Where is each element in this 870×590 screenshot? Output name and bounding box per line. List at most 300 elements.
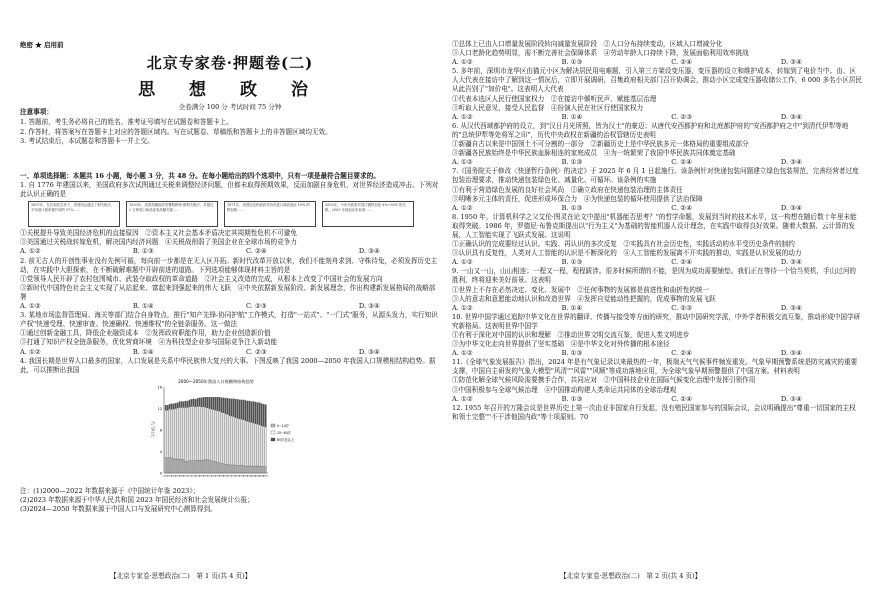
choice: A. ①② [452,203,473,212]
option: ③认识具有反复性，人类对人工智能的认识是不断深化的 [452,249,617,258]
answer-choices [452,113,862,122]
bar-segment [199,460,200,473]
choice: D. ③④ [780,58,802,67]
bar-segment [241,419,242,465]
bar-segment [255,402,256,424]
legend-label: 0~14岁 [277,423,289,428]
choice: A. ①② [20,347,41,356]
bar-segment [199,398,200,407]
choice: C. ②④ [671,349,693,358]
y-tick-label: 4 [159,449,162,454]
option: ④为一统繁荣了我国中华民族共同体奠定基础 [603,149,736,158]
bar-segment [171,458,172,473]
option: ②推动世界文明交流互鉴，促进人类文明进步 [557,331,690,339]
bar-segment [195,399,196,407]
question-stem: 6. 从汉代西域都护府的设立，到"汉日月光所照，皆为汉土"的豪迈；从唐代安西都护府和北庭都护府的"安西都护府之中"到清代伊犁等地的"总统伊犁等处将军之印"，历代中央政权在新疆的治权管辖历史表明 [452,121,849,139]
source-note: (3)2024—2050 年数据来源于中国人口与发展研究中心测算得到。 [20,504,217,513]
bar-segment [171,403,172,408]
exam-info: 全卷满分 100 分 考试时间 75 分钟 [178,103,282,111]
choice: C. ②④ [671,394,693,403]
x-tick-label: 2050 [263,475,269,478]
x-tick-label: 2042 [247,475,253,478]
subject-title: 思 想 政 治 [138,80,322,100]
bar-segment [207,459,208,472]
choice: B. ①④ [132,302,154,311]
x-tick-label: 2036 [235,475,241,478]
bar-segment [191,406,192,460]
bar-segment [213,461,214,473]
material-box: 1897年，在共和党支持下，美国国会通过丁利关税法，平均进口税率提升到约 57%…… [28,201,120,227]
bar-segment [245,421,246,466]
bar-segment [183,407,184,459]
bar-segment [257,466,258,473]
bar-segment [243,400,244,420]
bar-segment [227,464,228,473]
x-tick-label: 2048 [259,475,265,478]
bar-segment [225,414,226,465]
option: ④劳动年龄人口持续下降，发展面临利用效率挑战 [603,49,749,58]
choice: B. ①③ [132,247,154,256]
bar-segment [259,466,260,473]
bar-segment [263,426,264,466]
x-tick-label: 2030 [223,475,229,478]
choice: B. ①④ [132,347,154,356]
source-note: (2)2023 年数据来源于中华人民共和国 2023 年国民经济和社会发展统计公报； [20,495,254,504]
choice: A. ①② [452,303,473,312]
choice: C. ②③ [245,302,267,311]
option: ①关税提升导致美国经济危机的直接原因 [20,229,139,238]
option: ③人口老龄化趋势明显，需不断完善社会保障体系 [452,49,598,58]
answer-choices [452,204,862,213]
bar-segment [173,403,174,408]
question-stem: 7.《国务院关于修改〈快递暂行条例〉的决定》于 2025 年 6 月 1 日起施行。该条例针对快递包装问题建立绿色包装规范，完善经营者过度包装治理要求，推动快递包装绿色化、减量化、可循环。该条例的实施 [452,167,859,185]
note-item: 2. 作答时，将答案写在答题卡上对应的答题区域内。写在试题卷、草稿纸和答题卡上的非答题区域均无效。 [20,127,332,136]
bar-segment [255,423,256,465]
bar-segment [253,423,254,466]
option: ②发挥政府职能作用，助力企业创造新价值 [145,329,271,338]
bar-segment [189,407,190,461]
question-stem: 12. 1955 年召开的万隆会议是世界历史上第一次由亚非国家自行发起，没有殖民国家参与的国际会议，会议明确提出"尊重一切国家的主权和领土完整""不干涉他国内政"等十项原则。70 [452,403,856,421]
choice: D. ③④ [358,347,380,356]
bar-segment [225,398,226,414]
bar-segment [239,418,240,465]
bar-segment [263,466,264,472]
option: ②资本主义社会基本矛盾决定其周期性危机不可避免 [145,229,297,238]
choice: A. ①② [452,258,473,267]
bar-segment [191,460,192,472]
legend-swatch [271,438,275,441]
bar-segment [171,409,172,458]
bar-segment [221,463,222,473]
choice: B. ①④ [561,112,583,121]
option: ③人的意志和意愿能动地认识和改造世界 [452,294,571,303]
choice: A. ①② [20,302,41,311]
legend-label: 15~64岁 [277,430,291,435]
answer-choices [20,247,440,256]
bar-segment [265,427,266,467]
bar-segment [187,407,188,461]
bar-segment [211,460,212,472]
bar-segment [233,399,234,417]
exam-title: 北京专家卷·押题卷(二) [146,54,314,72]
option: ②在接访中倾听民声、赋能基层治理 [550,94,657,103]
bar-segment [173,409,174,458]
y-axis-label: 人口(亿人) [151,421,155,439]
choice: D. ③④ [358,247,380,256]
x-tick-label: 2010 [183,475,189,478]
bar-segment [243,465,244,473]
q1-material-strip [28,201,440,227]
bar-segment [231,399,232,416]
bar-segment [167,410,168,458]
option: ①有利于营造绿色发展的良好社会风尚 [452,185,565,194]
y-tick-label: 16 [157,385,162,390]
bar-segment [229,415,230,464]
bar-segment [249,401,250,422]
option: ③打通了知识产权全链条服务，优化营商环境 [20,338,152,347]
bar-segment [165,457,166,473]
answer-choices [452,258,862,267]
choice: C. ②④ [671,58,693,67]
choice: A. ①② [20,247,41,256]
bar-segment [205,459,206,472]
question-stem: 11.《全球气象发展报告》指出，2024 年是有气象记录以来最热的一年，极端天气气候事件频发重发。气象早期预警系统是防灾减灾的重要支撑，中国自主研发的气象大模型"风清""风雷""风顺"等成功落地应用，为全球气象早期预警提供了中国方案。材料表明 [452,358,858,376]
material-box: 1971年，美国尼克松政府对所有进口商品加征 10% 的附加税…… [224,201,316,227]
choice: B. ①③ [561,58,583,67]
bar-segment [251,401,252,422]
bar-segment [259,402,260,424]
bar-segment [175,408,176,459]
y-tick-label: 0 [159,471,162,476]
bar-segment [175,459,176,473]
option: ②社会主义改造的完成，从根本上改变了中国社会的发展方向 [204,274,383,283]
bar-segment [193,460,194,472]
bar-segment [235,465,236,473]
bar-segment [167,458,168,473]
bar-segment [165,410,166,457]
x-tick-label: 2006 [175,475,181,478]
bar-segment [247,421,248,466]
option: ①防范化解全球气候风险需要携手合作，共同应对 [452,376,598,385]
question-stem: 3. 某地市场监督管理局、海关等部门结合自身特点，推行"知产先锋-协同护航"工作模式，打造"一站式"、"一门式"服务，从源头发力，实行知识产权"快速受理、快速审查、快速确权、快速维权"的全链条服务。这一做法 [20,311,438,329]
bar-segment [219,411,220,463]
bar-segment [193,406,194,460]
option: ④发挥自觉能动性把握的，促成事物的发展飞跃 [577,294,716,303]
bar-segment [261,466,262,472]
bar-segment [227,398,228,414]
x-tick-label: 2012 [187,475,193,478]
option: ③美国通过关税战转嫁危机，解决国内经济问题 [20,238,159,247]
x-tick-label: 2022 [207,475,213,478]
answer-choices [452,158,862,167]
bar-segment [249,466,250,473]
answer-choices [452,395,862,404]
legend-label: 65岁及以上 [277,437,294,442]
x-tick-label: 2040 [243,475,249,478]
option: ④是中华文化对外传播的根本途径 [570,340,670,349]
bar-segment [253,401,254,423]
question-stem: 4. 我国长期是世界人口最多的国家，人口发展是关系中华民族伟大复兴的大事。下图反映了我国 2000—2050 年我国人口规模相结构趋势。据此，可以推断出我国 [20,356,436,374]
choice: C. ②④ [671,258,693,267]
option: ①总体上已由人口增量发展阶段转向减量发展阶段 [452,40,598,48]
bar-segment [239,465,240,473]
bar-segment [197,460,198,473]
bar-segment [239,400,240,419]
bar-segment [235,399,236,417]
option: ②人口分布持续变动，区域人口增减分化 [603,40,723,48]
bar-segment [187,401,188,407]
bar-segment [165,405,166,410]
bar-segment [209,408,210,460]
choice: B. ①③ [561,203,583,212]
bar-segment [217,462,218,473]
choice: B. ①③ [561,158,583,167]
option: ①世界上不存在必然决定、变化、发展中 [452,285,571,294]
bar-segment [261,425,262,466]
bar-segment [217,410,218,462]
question-stem: 1. 自 1776 年建国以来，美国政府多次试图通过关税来调整经济问题，但都未取得预期效果，反而加剧自身危机，对世界经济造成冲击。下列对此认识正确的是 [20,181,439,199]
bar-segment [185,401,186,407]
bar-segment [207,397,208,408]
option: ③新疆各民族始终是中华民族血脉相连的家庭成员 [452,149,598,158]
bar-segment [237,399,238,418]
bar-segment [199,406,200,460]
bar-segment [243,420,244,466]
option: ④关税战削弱了美国企业在全球市场的竞争力 [165,238,297,247]
x-tick-label: 2002 [167,475,173,478]
bar-segment [223,413,224,464]
answer-choices [452,58,862,67]
bar-segment [261,403,262,425]
option: ③听取人民意见，接受人民监督 [452,103,545,112]
bar-segment [169,409,170,457]
x-tick-label: 2018 [199,475,205,478]
bar-segment [185,407,186,461]
bar-segment [257,402,258,424]
footer-left: 【北京专家卷·思想政治(二) 第 1 页(共 4 页)】 [110,572,252,580]
material-box: 2002年，小布什政府对进口钢铁加征 8%~30% 的关税，2003 年被迫宣布取消…… [322,201,414,227]
bar-segment [229,465,230,473]
population-chart-svg [150,377,300,485]
bar-segment [231,465,232,473]
legend-swatch [271,424,275,427]
bar-segment [237,418,238,465]
option: ④为快递包装的循环使用提供了法治保障 [583,194,703,203]
bar-segment [205,407,206,459]
option: ②实践具有社会历史性，实践活动的水平受历史条件的制约 [623,240,795,249]
bar-segment [173,458,174,473]
x-tick-label: 2026 [215,475,221,478]
bar-segment [237,465,238,473]
option: ④中央依据新发展阶段、新发展理念，作出构建新发展格局的战略部署 [20,283,436,301]
bar-segment [263,404,264,426]
bar-segment [197,398,198,406]
option: ④为科技型企业参与国际竞争注入新动能 [158,338,278,347]
question-stem: 5. 多年前，深圳市龙华区由猫元小区为解决居民用电难题，引入第三方架设变压器，变压器的设立和维护成本，转嫁到了电价当中。由、区人大代表在接访中了解到这一情况后，立即开展调研，召集政府相关部门召开协调会，推动小区完成变压器收储公工作，6 000 多名小区居民从此告别了"加价电"。这表明人大代表 [452,67,863,94]
choice: A. ①② [452,394,473,403]
bar-segment [213,397,214,409]
bar-segment [225,464,226,473]
option: ③新时代中国特色社会主义实现了从站起来、富起来到强起来的伟大飞跃 [20,283,231,292]
option: ④人工智能的发展离不开实践的推动，实践是认识发展的动力 [623,249,802,258]
x-tick-label: 2046 [255,475,261,478]
bar-segment [241,400,242,419]
chart-title: 2000—2050年我国人口规模和结构趋势 [178,378,254,384]
choice: B. ①③ [561,394,583,403]
bar-segment [169,457,170,473]
source-note: 注：(1)2000—2022 年数据来源于《中国统计年鉴 2023》； [20,486,200,495]
bar-segment [247,466,248,473]
bar-segment [213,409,214,461]
bar-segment [207,408,208,460]
bar-segment [219,397,220,411]
question-stem: 10. 世界中国学通过追踪中华文化在世界的翻译、传播与接受等方面的研究，推动中国研究学派，中外学者积极交流互鉴，推动形成中国学研究新格局。这表明世界中国学 [452,312,861,330]
bar-segment [189,400,190,407]
answer-choices [452,304,862,313]
choice: C. ②④ [671,158,693,167]
bar-segment [189,460,190,472]
bar-segment [257,424,258,466]
bar-segment [191,399,192,406]
bar-segment [251,466,252,473]
bar-segment [223,464,224,473]
bar-segment [245,400,246,420]
x-tick-label: 2008 [179,475,185,478]
bar-segment [235,417,236,465]
answer-choices [20,348,440,357]
secret-mark: 绝密 ★ 启用前 [20,41,64,49]
bar-segment [177,402,178,407]
bar-segment [175,403,176,408]
x-tick-label: 2044 [251,475,257,478]
choice: D. ③④ [780,394,802,403]
section-heading: 一、单项选择题：本题共 16 小题，每小题 3 分，共 48 分。在每小题给出的四个选项中，只有一项是最符合题目要求的。 [20,172,380,180]
x-tick-label: 2020 [203,475,209,478]
bar-segment [233,416,234,464]
choice: B. ①③ [561,349,583,358]
answer-choices [452,349,862,358]
right-column [452,40,862,422]
bar-segment [195,407,196,461]
question-stem: 9. 一山又一山，山山相连；一程又一程，程程跋涉。很多时候所谓的不能，是因为成功需要铺垫。我们正在等待一个恰当契机，手山过河的胜利，终将迎来美好前景。这表明 [452,267,857,285]
bar-segment [187,461,188,473]
choice: B. ①④ [561,303,583,312]
bar-segment [183,401,184,407]
question-stem: 2. 前无古人的开创性事业没有先例可循，每向前一步都是在无人区开拓。新时代改革开放以来，我们不能刻舟求剑、守株待兔，必须发挥历史主动，在实践中大胆探索，在不断破解难题中开辟前进的道路。下列选项能够体现材料主旨的是 [20,256,438,274]
footer-right: 【北京专家卷·思想政治(二) 第 2 页(共 4 页)】 [560,572,702,580]
choice: A. ①② [452,58,473,67]
choice: D. ③④ [780,349,802,358]
bar-segment [203,460,204,473]
population-chart [150,377,300,485]
bar-segment [217,397,218,410]
choice: A. ①② [452,349,473,358]
bar-segment [211,409,212,461]
bar-segment [227,414,228,464]
x-tick-label: 2004 [171,475,177,478]
bar-segment [223,398,224,413]
choice: B. ①③ [561,258,583,267]
choice: A. ①② [452,112,473,121]
note-item: 1. 答题前，考生务必将自己的姓名、准考证号填写在试题卷和答题卡上。 [20,117,233,126]
choice: A. ①② [452,158,473,167]
bar-segment [233,465,234,473]
bar-segment [181,407,182,459]
x-tick-label: 2024 [211,475,217,478]
bar-segment [265,405,266,427]
bar-segment [209,397,210,408]
bar-segment [231,416,232,465]
bar-segment [255,466,256,473]
bar-segment [215,410,216,462]
option: ①通过创新金融工具，降低企业融资成本 [20,329,139,338]
bar-segment [209,460,210,473]
option: ②任何事物的发展都是前进性和曲折性的统一 [577,285,710,294]
bar-segment [195,460,196,472]
option: ③明晰多元主体的责任，促进形成环保合力 [452,194,578,203]
bar-segment [205,397,206,407]
bar-segment [197,406,198,460]
bar-segment [177,408,178,459]
x-tick-label: 2038 [239,475,245,478]
left-column [20,172,440,514]
bar-segment [177,459,178,473]
x-tick-label: 2028 [219,475,225,478]
bar-segment [259,424,260,465]
option: ①正确认识的完成要经过认识、实践、再认识的多次反复 [452,240,617,249]
bar-segment [185,461,186,473]
bar-segment [251,422,252,466]
option: ③为中华文化走向世界提供了坚实基础 [452,340,565,349]
bar-segment [179,401,180,407]
bar-segment [249,422,250,466]
bar-segment [183,459,184,472]
choice: C. ②③ [671,303,693,312]
option: ①党领导人民开辟了农村包围城市、武装夺取政权的革命道路 [20,274,199,283]
bar-segment [247,401,248,421]
x-tick-label: 2016 [195,475,201,478]
x-tick-label: 2034 [231,475,237,478]
option: ②新疆历史上是中华民族多元一体格局的重要组成部分 [590,140,749,149]
material-box: 1930年，美国胡佛政府签署斯姆特-霍利关税法，对超过 2 万种进口商品征收高额关税…… [126,201,218,227]
bar-segment [181,401,182,407]
bar-segment [193,399,194,407]
choice: D. ③④ [780,112,802,121]
option: ①新疆自古以来是中国领土不可分割的一部分 [452,140,584,149]
choice: C. ②③ [671,112,693,121]
bar-segment [179,459,180,473]
bar-segment [241,465,242,473]
bar-segment [221,398,222,413]
bar-segment [169,404,170,409]
notes [20,108,440,147]
bar-segment [201,407,202,460]
bar-segment [221,412,222,463]
option: ②中国科技企业在国际气候变化治理中发挥引领作用 [603,376,756,385]
bar-segment [203,407,204,460]
choice: C. ②④ [671,203,693,212]
bar-segment [265,466,266,472]
y-tick-label: 12 [157,406,162,411]
x-tick-label: 2032 [227,475,233,478]
option: ③中国积极参与全球气候治理 [452,385,538,394]
option: ④中国推动构建人类命运共同体的全球治理观 [544,385,677,394]
choice: D. ③④ [780,303,802,312]
bar-segment [201,460,202,473]
choice: C. ②③ [245,347,267,356]
bar-segment [211,397,212,409]
choice: D. ③④ [358,302,380,311]
